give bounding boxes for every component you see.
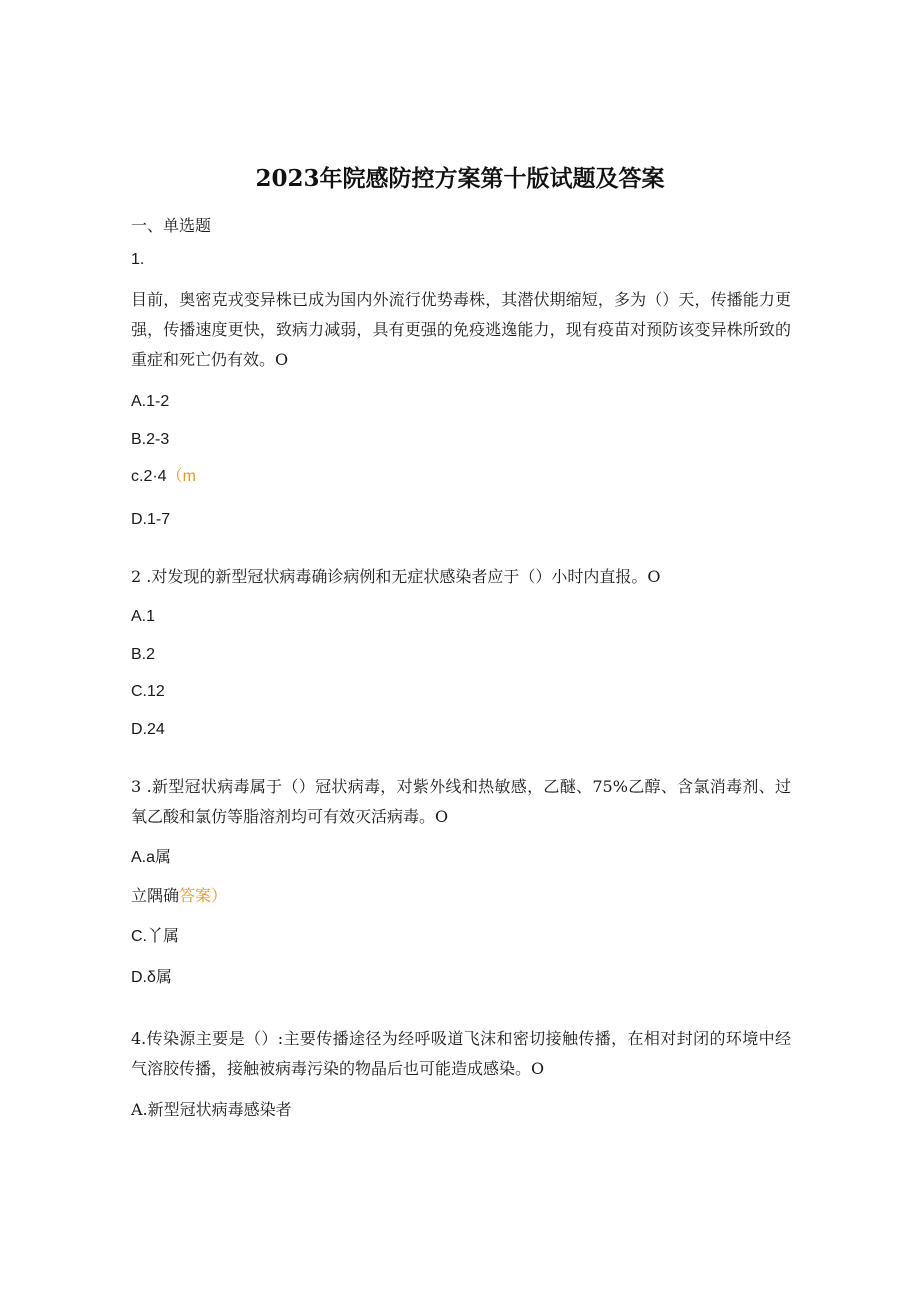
option-text: c.2·4 — [131, 468, 167, 485]
question-2-option-c: C.12 — [131, 683, 165, 700]
question-3-stem: 3 .新型冠状病毒属于（）冠状病毒，对紫外线和热敏感，乙醚、75%乙醇、含氯消毒剂、过氧乙酸和氯仿等脂溶剂均可有效灭活病毒。O — [131, 777, 791, 826]
question-1-option-c — [131, 462, 791, 492]
answer-mark: 答案） — [179, 886, 228, 905]
question-3-option-c: C.丫属 — [131, 928, 180, 945]
question-2-option-b: B.2 — [131, 646, 156, 663]
question-2-option-a: A.1 — [131, 608, 156, 625]
option-text: 立隅确 — [131, 886, 180, 905]
question-1-stem: 目前，奥密克戎变异株已成为国内外流行优势毒株，其潜伏期缩短，多为（）天，传播能力更强，传播速度更快，致病力减弱，具有更强的免疫逃逸能力，现有疫苗对预防该变异株所致的重症和死亡仍有效。O — [131, 290, 791, 369]
section-heading: 一、单选题 — [131, 216, 212, 235]
document-title: 2023年院感防控方案第十版试题及答案 — [255, 165, 665, 192]
question-1-option-d: D.1-7 — [131, 511, 171, 528]
question-2-option-d: D.24 — [131, 721, 165, 738]
question-1-number: 1. — [131, 251, 145, 268]
answer-mark: （m — [166, 468, 196, 485]
question-1-option-a: A.1-2 — [131, 393, 170, 410]
question-2-stem: 2 .对发现的新型冠状病毒确诊病例和无症状感染者应于（）小时内直报。O — [131, 567, 661, 586]
question-3-option-a: A.a属 — [131, 849, 172, 866]
question-4-stem: 4.传染源主要是（）:主要传播途径为经呼吸道飞沫和密切接触传播，在相对封闭的环境中经气溶胶传播，接触被病毒污染的物晶后也可能造成感染。O — [131, 1029, 791, 1078]
question-1-option-b: B.2-3 — [131, 431, 170, 448]
question-3-option-d: D.δ属 — [131, 969, 172, 986]
question-4-option-a: A.新型冠状病毒感染者 — [131, 1100, 292, 1119]
question-3-option-b — [131, 881, 791, 911]
